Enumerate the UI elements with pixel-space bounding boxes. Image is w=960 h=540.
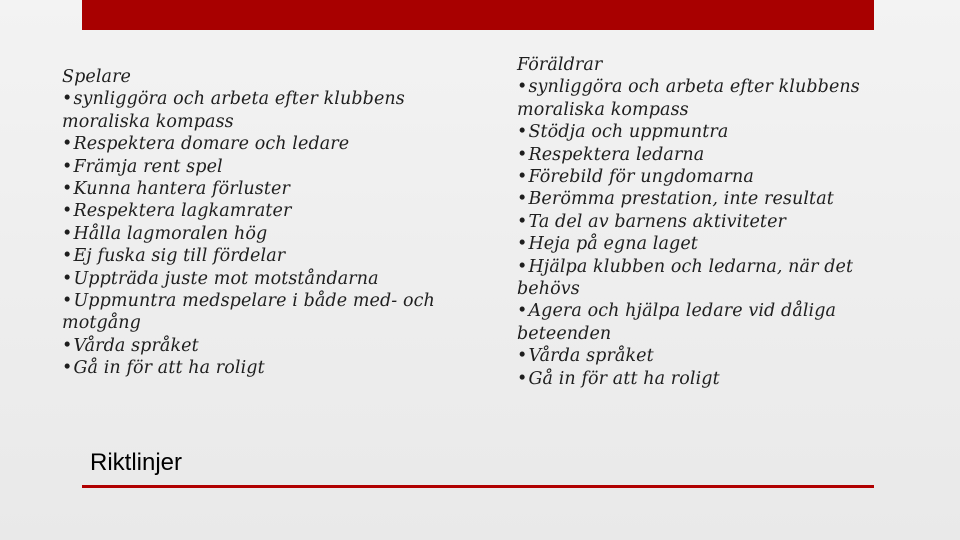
players-item: • Vårda språket — [62, 335, 452, 357]
players-item: • Hålla lagmoralen hög — [62, 223, 452, 245]
players-item: • Ej fuska sig till fördelar — [62, 245, 452, 267]
players-item: • synliggöra och arbeta efter klubbens moraliska kompass — [62, 88, 452, 133]
players-item: • Kunna hantera förluster — [62, 178, 452, 200]
parents-item: • Berömma prestation, inte resultat — [517, 188, 887, 210]
parents-item: • Stödja och uppmuntra — [517, 121, 887, 143]
parents-heading: Föräldrar — [517, 55, 603, 75]
players-guidelines-list — [62, 66, 452, 380]
players-heading: Spelare — [62, 67, 131, 87]
players-item: • Uppträda juste mot motståndarna — [62, 268, 452, 290]
parents-item: • synliggöra och arbeta efter klubbens moraliska kompass — [517, 76, 887, 121]
parents-item: • Vårda språket — [517, 345, 887, 367]
parents-item: • Ta del av barnens aktiviteter — [517, 211, 887, 233]
parents-guidelines-list — [517, 54, 887, 390]
parents-item: • Förebild för ungdomarna — [517, 166, 887, 188]
top-accent-bar — [82, 0, 874, 30]
parents-item: • Agera och hjälpa ledare vid dåliga beteenden — [517, 300, 887, 345]
players-item: • Respektera domare och ledare — [62, 133, 452, 155]
players-item: • Främja rent spel — [62, 156, 452, 178]
players-item: • Respektera lagkamrater — [62, 200, 452, 222]
parents-item: • Gå in för att ha roligt — [517, 368, 887, 390]
parents-item: • Heja på egna laget — [517, 233, 887, 255]
parents-item: • Hjälpa klubben och ledarna, när det behövs — [517, 256, 887, 301]
parents-item: • Respektera ledarna — [517, 144, 887, 166]
slide-title: Riktlinjer — [90, 449, 183, 476]
players-item: • Gå in för att ha roligt — [62, 357, 452, 379]
players-item: • Uppmuntra medspelare i både med- och motgång — [62, 290, 452, 335]
title-underline — [82, 485, 874, 488]
